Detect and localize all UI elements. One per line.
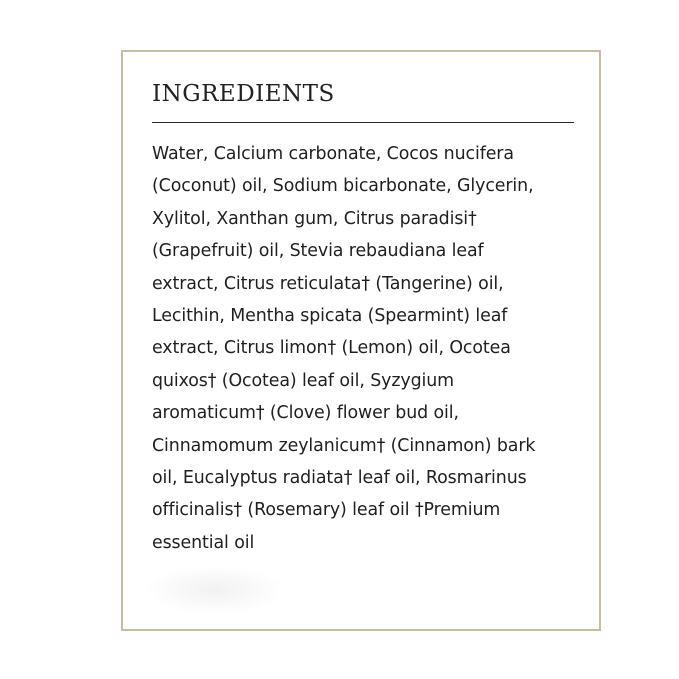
ingredients-line: quixos† (Ocotea) leaf oil, Syzygium <box>152 370 455 391</box>
ingredients-heading: INGREDIENTS <box>152 81 335 107</box>
ingredients-line: essential oil <box>152 532 255 553</box>
ingredients-line: aromaticum† (Clove) flower bud oil, <box>152 403 459 424</box>
ingredients-line: (Coconut) oil, Sodium bicarbonate, Glycerin, <box>152 176 534 197</box>
ingredients-line: oil, Eucalyptus radiata† leaf oil, Rosmarinus <box>152 468 527 489</box>
background-smudge <box>145 565 285 615</box>
ingredients-line: extract, Citrus limon† (Lemon) oil, Ocotea <box>152 338 511 359</box>
ingredients-line: officinalis† (Rosemary) leaf oil †Premium <box>152 500 501 521</box>
ingredients-line: Lecithin, Mentha spicata (Spearmint) leaf <box>152 306 508 327</box>
ingredients-line: Water, Calcium carbonate, Cocos nucifera <box>152 144 514 164</box>
heading-divider <box>152 122 574 123</box>
ingredients-panel <box>121 50 601 631</box>
ingredients-line: Cinnamomum zeylanicum† (Cinnamon) bark <box>152 435 536 456</box>
ingredients-list <box>152 138 580 559</box>
ingredients-line: Xylitol, Xanthan gum, Citrus paradisi† <box>152 208 477 229</box>
ingredients-line: extract, Citrus reticulata† (Tangerine) oil, <box>152 273 504 294</box>
ingredients-line: (Grapefruit) oil, Stevia rebaudiana leaf <box>152 241 484 262</box>
